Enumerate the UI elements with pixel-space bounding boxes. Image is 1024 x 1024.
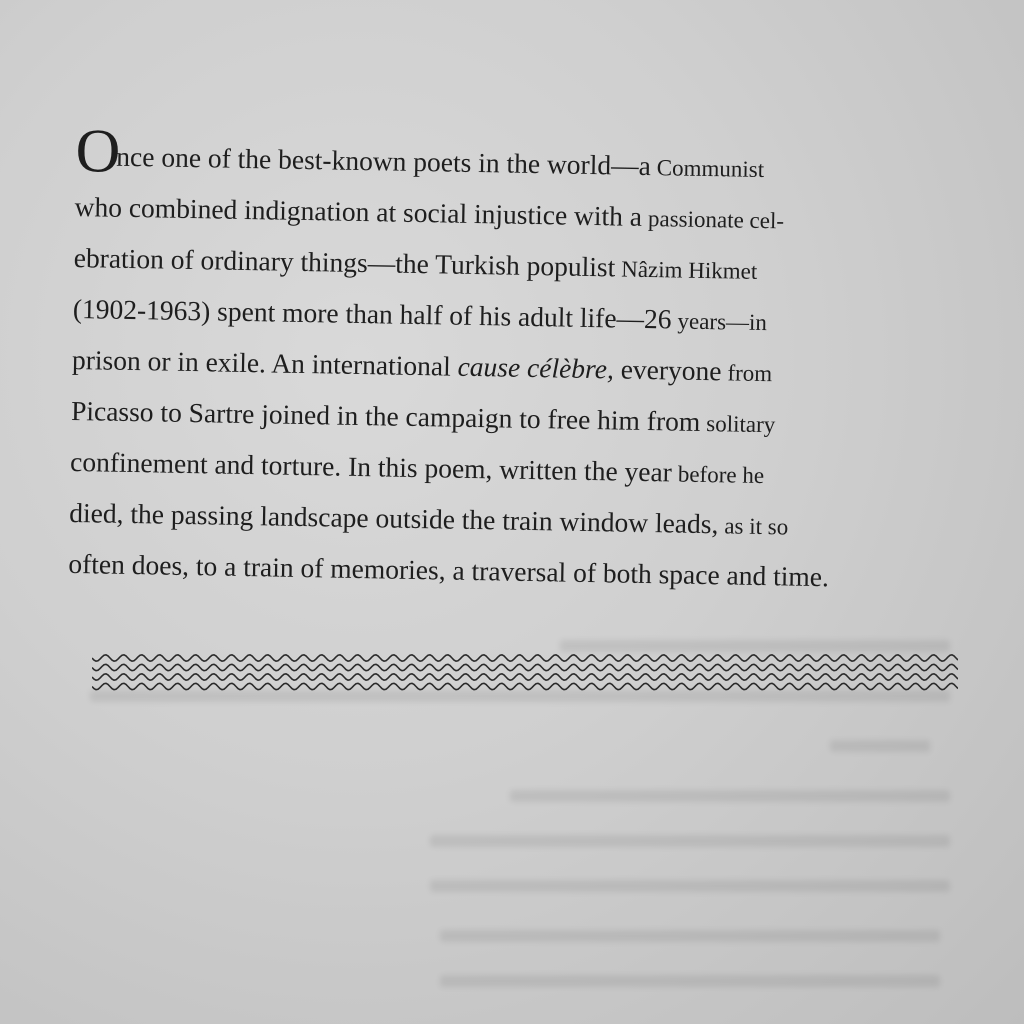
line-tail-text: Nâzim Hikmet <box>621 256 758 284</box>
line-text: often does, to a train of memories, a traversal of both space and time. <box>68 547 830 593</box>
line-text: prison or in exile. An international <box>71 343 458 382</box>
intro-paragraph <box>68 117 966 604</box>
italic-phrase: cause célèbre, <box>457 350 615 385</box>
line-tail-text: as it so <box>724 513 789 540</box>
line-text: ebration of ordinary things—the Turkish populist <box>73 241 616 283</box>
wave-line <box>92 664 958 670</box>
line-tail-text: from <box>727 360 773 387</box>
line-text: (1902-1963) spent more than half of his adult life—26 <box>72 292 672 335</box>
line-tail-text: before he <box>677 461 765 489</box>
line-text: died, the passing landscape outside the train window leads, <box>69 496 719 540</box>
drop-cap: O <box>75 117 122 186</box>
wave-line <box>92 683 958 689</box>
wave-line <box>92 674 958 680</box>
line-text: Picasso to Sartre joined in the campaign to free him from <box>70 394 701 437</box>
line-tail-text: years—in <box>677 308 768 336</box>
line-text: who combined indignation at social injustice with a <box>74 190 643 232</box>
wave-line <box>92 655 958 661</box>
wavy-line-rule <box>92 650 958 696</box>
line-tail-text: solitary <box>706 411 776 438</box>
line-text: everyone <box>613 353 722 387</box>
line-text: nce one of the best-known poets in the world—a <box>116 140 652 182</box>
line-text: confinement and torture. In this poem, written the year <box>69 445 673 488</box>
line-tail-text: Communist <box>656 155 765 183</box>
line-tail-text: passionate cel- <box>647 205 785 234</box>
